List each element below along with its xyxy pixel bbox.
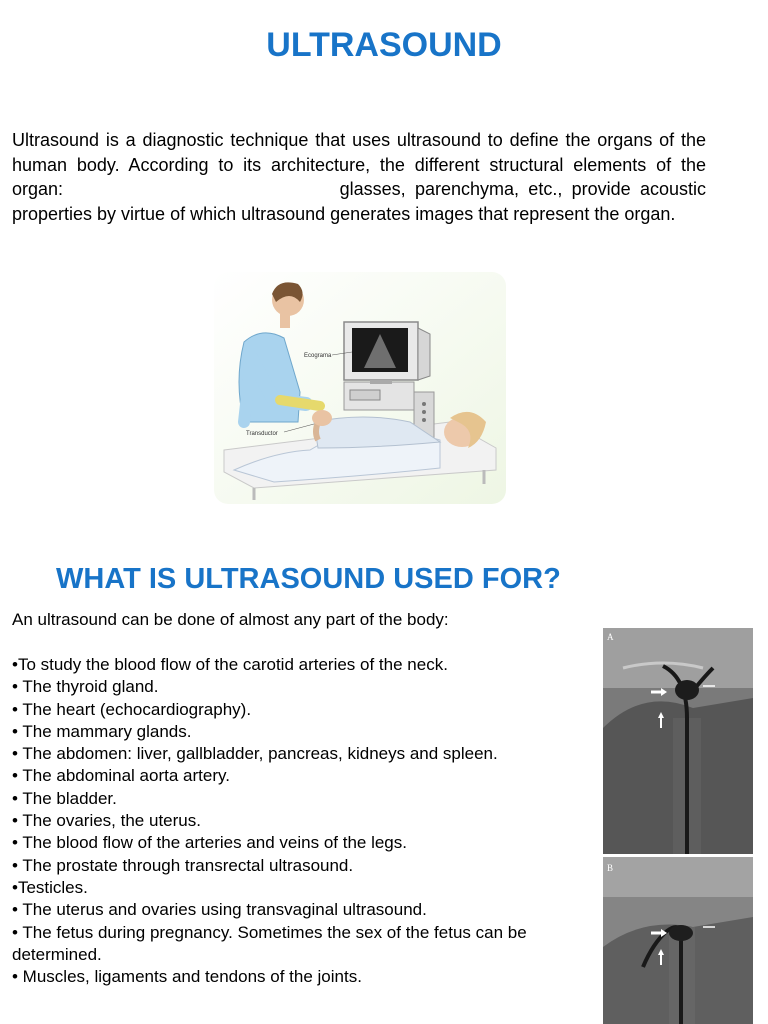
intro-text-part2: glasses, parenchyma, etc., provide acoustic properties by virtue of which ultrasound generates images that represent the organ.	[12, 179, 706, 224]
list-item: •Testicles.	[12, 877, 88, 897]
uses-list	[12, 654, 582, 988]
list-item: • The abdominal aorta artery.	[12, 766, 230, 786]
list-item: • The mammary glands.	[12, 721, 192, 741]
xray-b-graphic	[603, 857, 753, 1024]
intro-paragraph	[12, 128, 706, 226]
xray-a-label: A	[607, 632, 614, 642]
monitor-label: Ecograma	[304, 353, 332, 359]
list-item: • The blood flow of the arteries and veins of the legs.	[12, 833, 407, 853]
list-item: • The thyroid gland.	[12, 677, 159, 697]
section-lead: An ultrasound can be done of almost any part of the body:	[12, 610, 449, 629]
angiography-image-a	[603, 628, 753, 854]
xray-a-graphic	[603, 628, 753, 854]
ultrasound-scene-image	[214, 272, 506, 504]
intro-text-part1: Ultrasound is a diagnostic technique that uses ultrasound to define the organs of the human body. According to its architecture, the different structural elements of the organ:	[12, 130, 706, 199]
page-title: ULTRASOUND	[266, 26, 502, 64]
list-item: • The prostate through transrectal ultrasound.	[12, 855, 354, 875]
list-item: • The heart (echocardiography).	[12, 699, 252, 719]
angiography-image-b	[603, 857, 753, 1024]
xray-b-label: B	[607, 863, 614, 873]
transducer-label: Transductor	[246, 431, 278, 437]
list-item: • The uterus and ovaries using transvaginal ultrasound.	[12, 900, 427, 920]
list-item: • The fetus during pregnancy. Sometimes the sex of the fetus can be determined.	[12, 922, 527, 964]
section-title: WHAT IS ULTRASOUND USED FOR?	[56, 563, 561, 595]
list-item: •To study the blood flow of the carotid arteries of the neck.	[12, 655, 448, 674]
list-item: • The ovaries, the uterus.	[12, 811, 201, 831]
ultrasound-illustration	[214, 272, 506, 504]
list-item: • The abdomen: liver, gallbladder, pancreas, kidneys and spleen.	[12, 744, 498, 764]
list-item: • Muscles, ligaments and tendons of the joints.	[12, 967, 362, 987]
list-item: • The bladder.	[12, 788, 117, 808]
